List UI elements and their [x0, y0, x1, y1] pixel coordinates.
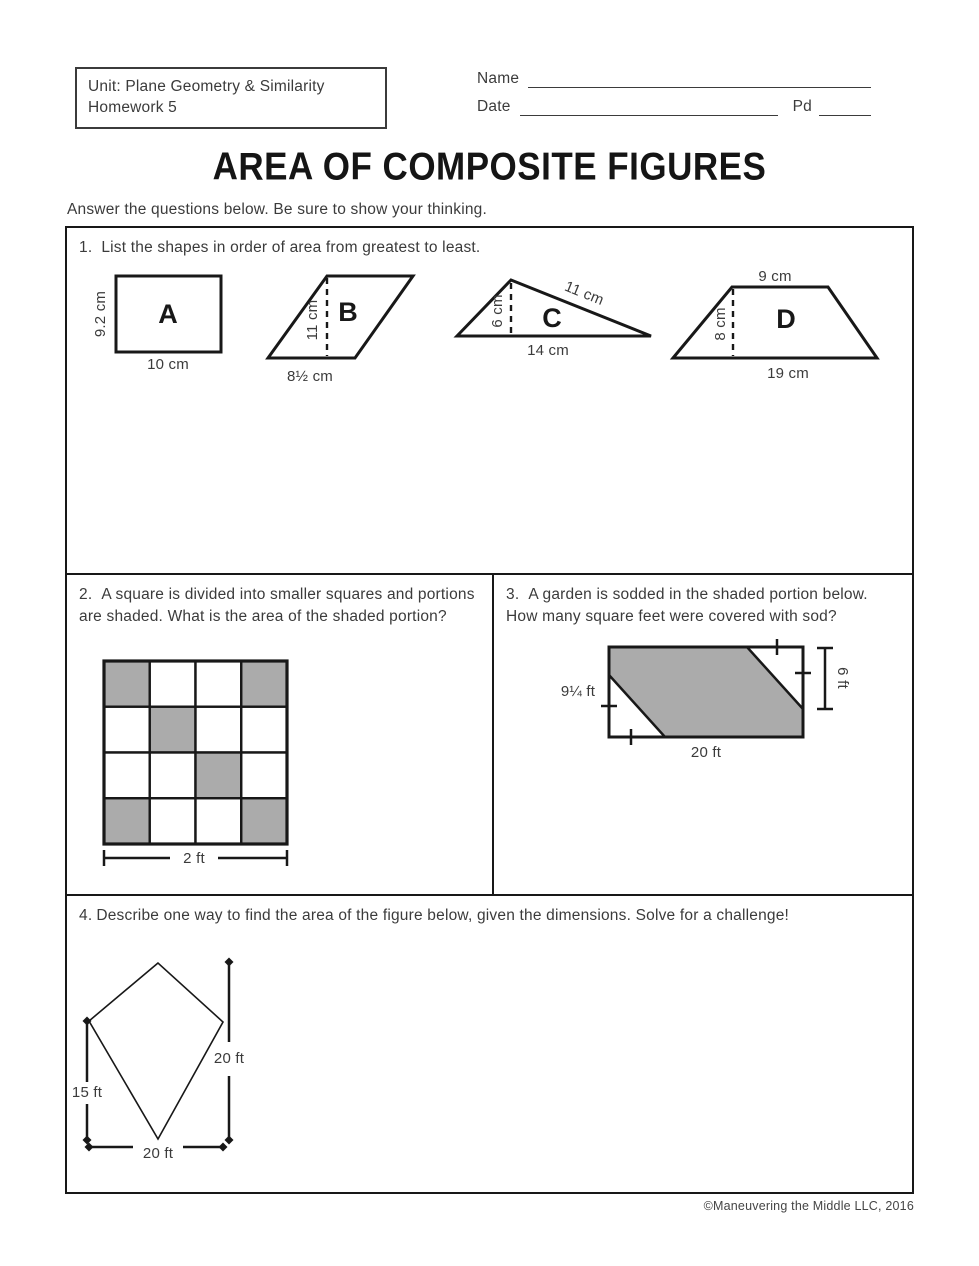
name-blank-line[interactable] — [528, 70, 871, 88]
trapezoid-d-letter: D — [776, 304, 796, 335]
question-2-number: 2. — [79, 586, 93, 603]
homework-line: Homework 5 — [88, 99, 177, 116]
parallelogram-b-base-label: 8½ cm — [286, 367, 334, 385]
q4-bottom-dimension — [85, 1143, 228, 1162]
worksheet-grid — [65, 226, 914, 1194]
q2-grid-cell-shaded — [241, 798, 287, 844]
q2-grid-cell — [196, 798, 242, 844]
q2-grid-cell — [104, 707, 150, 753]
question-2-section — [67, 575, 494, 896]
name-label: Name — [477, 70, 520, 87]
question-1-prompt: List the shapes in order of area from greatest to least. — [101, 239, 481, 256]
triangle-c-base-label: 14 cm — [527, 341, 569, 359]
q1-shapes-figure — [67, 228, 912, 573]
rectangle-a-letter: A — [158, 299, 178, 330]
q2-grid-cell-shaded — [241, 661, 287, 707]
q2-grid-cell — [150, 661, 196, 707]
question-4-section — [67, 896, 912, 1192]
q2-grid-cells — [104, 661, 287, 844]
q3-right-label: 6 ft — [834, 667, 852, 689]
triangle-c-slant-label: 11 cm — [562, 277, 607, 310]
question-1-text — [67, 228, 912, 259]
q2-width-label: 2 ft — [183, 849, 205, 867]
rectangle-a-base-label: 10 cm — [147, 355, 189, 373]
q2-grid-cell — [104, 753, 150, 799]
parallelogram-b-height-label: 11 cm — [303, 299, 321, 341]
q2-width-dimension — [104, 850, 287, 867]
triangle-c-letter: C — [542, 303, 562, 334]
rectangle-a-height-label: 9.2 cm — [91, 290, 109, 338]
name-row — [477, 70, 871, 88]
question-3-section — [494, 575, 912, 896]
q3-bottom-label: 20 ft — [690, 743, 722, 761]
q2-grid-cell-shaded — [196, 753, 242, 799]
parallelogram-b-letter: B — [338, 297, 358, 328]
question-2-text — [67, 575, 492, 627]
q4-kite-figure — [67, 896, 912, 1190]
question-4-prompt: Describe one way to find the area of the figure below, given the dimensions. Solve for a challenge! — [96, 907, 790, 924]
q2-grid-cell-shaded — [104, 798, 150, 844]
pd-blank-line[interactable] — [819, 98, 871, 116]
trapezoid-d-top-label: 9 cm — [758, 267, 792, 285]
copyright-text: ©Maneuvering the Middle LLC, 2016 — [703, 1199, 914, 1213]
date-blank-line[interactable] — [520, 98, 778, 116]
unit-line: Unit: Plane Geometry & Similarity — [88, 78, 325, 95]
name-date-block — [477, 70, 871, 126]
question-1-number: 1. — [79, 239, 93, 256]
q4-right-label: 20 ft — [213, 1049, 245, 1067]
triangle-c-height-label: 6 cm — [488, 294, 506, 328]
question-3-text — [494, 575, 912, 627]
question-3-prompt: A garden is sodded in the shaded portion below. How many square feet were covered with sod? — [506, 586, 868, 625]
unit-info-box — [75, 67, 387, 129]
q4-bottom-label: 20 ft — [142, 1144, 174, 1162]
q2-grid-cell — [241, 707, 287, 753]
question-3-number: 3. — [506, 586, 520, 603]
q2-grid-cell-shaded — [150, 707, 196, 753]
date-label: Date — [477, 98, 511, 115]
question-4-text — [67, 896, 905, 927]
q2-grid-cell — [196, 661, 242, 707]
q2-grid-cell-shaded — [104, 661, 150, 707]
instructions-text: Answer the questions below. Be sure to show your thinking. — [67, 201, 487, 218]
q4-kite-shape — [89, 963, 223, 1139]
question-1-section — [67, 228, 912, 575]
q2-grid-cell — [196, 707, 242, 753]
q3-shaded-sod-region — [609, 647, 803, 737]
question-2-prompt: A square is divided into smaller squares and portions are shaded. What is the area of the shaded portion? — [79, 586, 475, 625]
trapezoid-d-base-label: 19 cm — [767, 364, 809, 382]
q3-right-dimension — [817, 648, 851, 709]
question-4-number: 4. — [79, 907, 93, 924]
q4-left-label: 15 ft — [71, 1083, 103, 1101]
q2-grid-cell — [241, 753, 287, 799]
page-title: AREA OF COMPOSITE FIGURES — [212, 145, 767, 189]
date-row — [477, 98, 871, 116]
q2-grid-cell — [150, 753, 196, 799]
q4-right-dimension — [214, 958, 245, 1145]
trapezoid-d-shape — [673, 287, 877, 358]
q3-left-label: 9¼ ft — [560, 682, 596, 700]
trapezoid-d-height-label: 8 cm — [711, 307, 729, 341]
q2-grid-cell — [150, 798, 196, 844]
pd-label: Pd — [792, 98, 812, 115]
